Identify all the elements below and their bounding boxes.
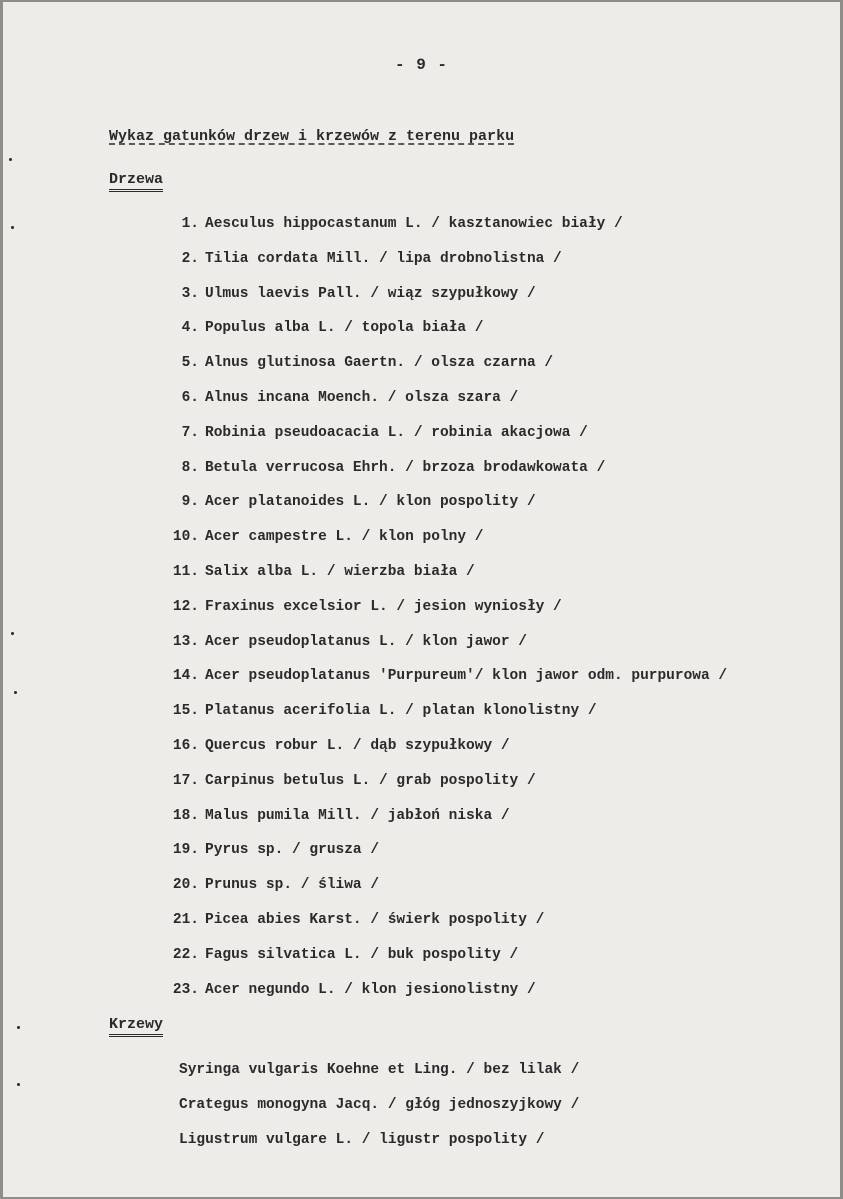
tree-list-item — [153, 353, 727, 388]
margin-mark — [17, 1026, 20, 1029]
document-title: Wykaz gatunków drzew i krzewów z terenu parku — [109, 128, 515, 145]
tree-item-number: 10. — [172, 529, 199, 546]
tree-list-item — [153, 771, 727, 806]
tree-item-text: Platanus acerifolia L. / platan klonolistny / — [205, 703, 597, 720]
shrub-list-item: Syringa vulgaris Koehne et Ling. / bez lilak / — [179, 1062, 580, 1078]
tree-item-text: Carpinus betulus L. / grab pospolity / — [205, 772, 536, 789]
tree-list-item — [153, 597, 727, 632]
margin-mark — [11, 226, 14, 229]
tree-list-item — [153, 910, 727, 945]
shrub-list-item: Ligustrum vulgare L. / ligustr pospolity / — [179, 1132, 545, 1148]
tree-item-text: Betula verrucosa Ehrh. / brzoza brodawkowata / — [205, 459, 606, 476]
tree-list-item — [153, 249, 727, 284]
tree-item-number: 17. — [172, 772, 199, 789]
tree-item-number: 22. — [172, 946, 199, 963]
tree-list — [153, 214, 727, 1014]
tree-item-number: 7. — [181, 424, 199, 441]
tree-item-number: 4. — [181, 320, 199, 337]
tree-item-number: 18. — [172, 807, 199, 824]
tree-item-text: Picea abies Karst. / świerk pospolity / — [205, 911, 545, 928]
shrub-list — [179, 1060, 579, 1165]
page-number: - 9 - — [394, 56, 448, 74]
tree-list-item — [153, 527, 727, 562]
tree-item-text: Pyrus sp. / grusza / — [205, 842, 380, 859]
margin-mark — [11, 632, 14, 635]
tree-item-number: 15. — [172, 703, 199, 720]
tree-item-text: Prunus sp. / śliwa / — [205, 877, 380, 894]
tree-item-number: 16. — [172, 737, 199, 754]
shrub-list-item: Crategus monogyna Jacq. / głóg jednoszyjkowy / — [179, 1097, 580, 1113]
tree-item-text: Acer negundo L. / klon jesionolistny / — [205, 981, 536, 998]
tree-item-number: 23. — [172, 981, 199, 998]
tree-list-item — [153, 806, 727, 841]
tree-list-item — [153, 875, 727, 910]
tree-list-item — [153, 632, 727, 667]
tree-item-text: Populus alba L. / topola biała / — [205, 320, 484, 337]
document-page — [3, 2, 840, 1197]
tree-item-number: 2. — [181, 250, 199, 267]
tree-list-item — [153, 736, 727, 771]
tree-item-number: 21. — [172, 911, 199, 928]
tree-item-text: Alnus glutinosa Gaertn. / olsza czarna / — [205, 355, 554, 372]
tree-item-text: Salix alba L. / wierzba biała / — [205, 563, 475, 580]
tree-item-text: Acer platanoides L. / klon pospolity / — [205, 494, 536, 511]
tree-item-text: Ulmus laevis Pall. / wiąz szypułkowy / — [205, 285, 536, 302]
tree-list-item — [153, 388, 727, 423]
tree-list-item — [153, 562, 727, 597]
tree-item-number: 14. — [172, 668, 199, 685]
tree-list-item — [153, 214, 727, 249]
tree-item-text: Quercus robur L. / dąb szypułkowy / — [205, 737, 510, 754]
tree-item-number: 8. — [181, 459, 199, 476]
tree-item-number: 3. — [181, 285, 199, 302]
tree-item-number: 19. — [172, 842, 199, 859]
tree-list-item — [153, 980, 727, 1015]
tree-item-number: 12. — [172, 598, 199, 615]
tree-item-text: Acer pseudoplatanus 'Purpureum'/ klon jawor odm. purpurowa / — [205, 668, 728, 685]
tree-item-number: 1. — [181, 216, 199, 232]
tree-item-number: 11. — [172, 563, 199, 580]
tree-item-text: Acer campestre L. / klon polny / — [205, 529, 484, 546]
section-heading-trees: Drzewa — [109, 172, 163, 192]
tree-item-number: 13. — [172, 633, 199, 650]
tree-item-text: Tilia cordata Mill. / lipa drobnolistna / — [205, 250, 562, 267]
tree-item-text: Aesculus hippocastanum L. / kasztanowiec biały / — [205, 216, 623, 232]
margin-mark — [9, 158, 12, 161]
tree-item-text: Fagus silvatica L. / buk pospolity / — [205, 946, 519, 963]
tree-item-number: 9. — [181, 494, 199, 511]
tree-list-item — [153, 840, 727, 875]
tree-list-item — [153, 423, 727, 458]
tree-item-text: Acer pseudoplatanus L. / klon jawor / — [205, 633, 527, 650]
tree-item-text: Alnus incana Moench. / olsza szara / — [205, 389, 519, 406]
tree-item-number: 6. — [181, 389, 199, 406]
tree-item-text: Fraxinus excelsior L. / jesion wyniosły / — [205, 598, 562, 615]
tree-item-text: Robinia pseudoacacia L. / robinia akacjowa / — [205, 424, 588, 441]
section-heading-shrubs: Krzewy — [109, 1017, 163, 1037]
tree-item-number: 5. — [181, 355, 199, 372]
tree-list-item — [153, 701, 727, 736]
tree-list-item — [153, 318, 727, 353]
tree-list-item — [153, 458, 727, 493]
tree-list-item — [153, 284, 727, 319]
tree-item-text: Malus pumila Mill. / jabłoń niska / — [205, 807, 510, 824]
tree-list-item — [153, 666, 727, 701]
tree-list-item — [153, 945, 727, 980]
margin-mark — [14, 691, 17, 694]
tree-item-number: 20. — [172, 877, 199, 894]
margin-mark — [17, 1083, 20, 1086]
tree-list-item — [153, 492, 727, 527]
